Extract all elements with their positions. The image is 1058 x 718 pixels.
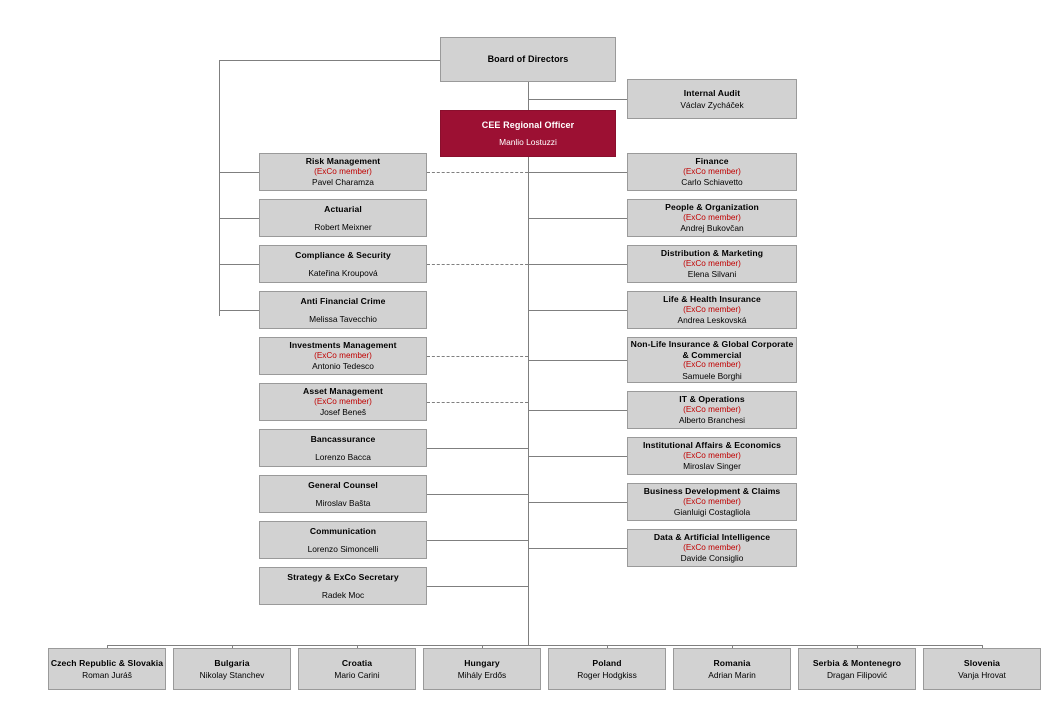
left-unit-9-box-person: Radek Moc [321,589,365,600]
left-unit-4-connector [427,356,528,357]
right-unit-5-connector [528,410,627,411]
right-unit-3-box[interactable] [627,291,797,329]
board-of-directors-box[interactable] [440,37,616,82]
left-unit-3-box-title: Anti Financial Crime [300,296,386,306]
country-6-box-person: Dragan Filipović [826,669,888,680]
country-3-box[interactable] [423,648,541,690]
board-left-branch-horizontal [219,60,440,61]
right-unit-5-box[interactable] [627,391,797,429]
country-7-box-title: Slovenia [963,658,1001,668]
left-unit-4-box[interactable] [259,337,427,375]
left-unit-9-box-title: Strategy & ExCo Secretary [287,572,399,582]
right-unit-6-box[interactable] [627,437,797,475]
right-unit-4-box-exco-label: (ExCo member) [683,360,741,369]
right-unit-8-box-exco-label: (ExCo member) [683,542,741,552]
left-unit-2-dashed-connector [427,264,528,265]
right-unit-0-box[interactable] [627,153,797,191]
left-unit-7-box[interactable] [259,475,427,513]
right-unit-4-box-title: Non-Life Insurance & Global Corporate & Commercial [630,339,794,360]
right-unit-5-box-exco-label: (ExCo member) [683,404,741,414]
left-unit-0-box-person: Pavel Charamza [312,177,374,188]
country-3-box-title: Hungary [464,658,500,668]
country-0-box-title: Czech Republic & Slovakia [50,658,164,668]
left-unit-6-box-person: Lorenzo Bacca [315,451,371,462]
country-1-box[interactable] [173,648,291,690]
left-unit-7-box-person: Miroslav Bašta [315,497,371,508]
right-unit-8-box[interactable] [627,529,797,567]
country-4-box-person: Roger Hodgkiss [577,669,637,680]
right-unit-6-box-exco-label: (ExCo member) [683,450,741,460]
right-unit-0-box-person: Carlo Schiavetto [681,177,743,188]
left-unit-0-dashed-connector [427,172,528,173]
left-unit-0-box[interactable] [259,153,427,191]
left-unit-1-box[interactable] [259,199,427,237]
left-unit-8-box[interactable] [259,521,427,559]
left-unit-2-connector [219,264,259,265]
left-unit-5-box-title: Asset Management [303,386,383,397]
officer-main-vertical [528,157,529,645]
country-bus-horizontal [107,645,982,646]
country-5-box[interactable] [673,648,791,690]
right-unit-2-box-person: Elena Silvani [687,269,737,280]
board-to-internal-audit-horizontal [528,99,627,100]
left-unit-2-box-title: Compliance & Security [295,250,391,260]
right-unit-1-box-person: Andrej Bukovčan [680,223,744,234]
internal-audit-box-person: Václav Zycháček [680,99,744,110]
right-unit-3-connector [528,310,627,311]
right-unit-6-box-person: Miroslav Singer [683,461,741,472]
country-2-box-person: Mario Carini [334,669,380,680]
left-unit-1-connector [219,218,259,219]
left-unit-0-box-exco-label: (ExCo member) [314,166,372,176]
country-6-box[interactable] [798,648,916,690]
right-unit-2-box[interactable] [627,245,797,283]
left-unit-5-connector [427,402,528,403]
right-unit-4-box-person: Samuele Borghi [682,370,742,381]
right-unit-4-connector [528,360,627,361]
left-unit-5-box-person: Josef Beneš [319,407,367,418]
left-unit-3-box[interactable] [259,291,427,329]
right-unit-6-connector [528,456,627,457]
left-unit-9-box[interactable] [259,567,427,605]
board-to-officer-vertical [528,82,529,110]
left-unit-6-box-title: Bancassurance [310,434,376,444]
right-unit-5-box-title: IT & Operations [679,394,745,405]
right-unit-8-box-person: Davide Consiglio [680,553,744,564]
country-0-box[interactable] [48,648,166,690]
right-unit-0-box-title: Finance [695,156,729,167]
left-unit-8-box-title: Communication [309,526,377,536]
country-5-box-title: Romania [713,658,751,668]
country-2-box[interactable] [298,648,416,690]
right-unit-3-box-title: Life & Health Insurance [663,294,761,305]
right-unit-2-connector [528,264,627,265]
right-unit-8-box-title: Data & Artificial Intelligence [653,532,771,543]
country-4-box-title: Poland [592,658,622,668]
country-6-box-title: Serbia & Montenegro [812,658,902,668]
left-unit-7-connector [427,494,528,495]
right-unit-3-box-exco-label: (ExCo member) [683,304,741,314]
left-unit-0-connector [219,172,259,173]
internal-audit-box[interactable] [627,79,797,119]
left-unit-3-box-person: Melissa Tavecchio [309,313,377,324]
right-unit-7-connector [528,502,627,503]
right-unit-1-connector [528,218,627,219]
right-unit-0-box-exco-label: (ExCo member) [683,166,741,176]
right-unit-4-box[interactable] [627,337,797,383]
right-unit-2-box-exco-label: (ExCo member) [683,258,741,268]
left-unit-2-box-person: Kateřina Kroupová [308,267,378,278]
country-0-box-person: Roman Juráš [82,669,132,680]
country-4-box[interactable] [548,648,666,690]
left-unit-4-box-person: Antonio Tedesco [312,361,374,372]
left-unit-6-box[interactable] [259,429,427,467]
right-unit-3-box-person: Andrea Leskovská [677,315,747,326]
left-unit-7-box-title: General Counsel [308,480,378,490]
left-unit-9-connector [427,586,528,587]
country-5-box-person: Adrian Marin [708,669,756,680]
right-unit-1-box-exco-label: (ExCo member) [683,212,741,222]
right-unit-0-connector [528,172,627,173]
left-unit-1-box-title: Actuarial [324,204,362,214]
internal-audit-box-title: Internal Audit [683,88,741,98]
right-unit-8-connector [528,548,627,549]
right-unit-1-box-title: People & Organization [665,202,759,213]
country-7-box[interactable] [923,648,1041,690]
left-unit-8-connector [427,540,528,541]
right-unit-7-box[interactable] [627,483,797,521]
country-1-box-person: Nikolay Stanchev [199,669,265,680]
left-unit-2-box[interactable] [259,245,427,283]
left-unit-4-box-exco-label: (ExCo member) [314,350,372,360]
cee-regional-officer-box-title: CEE Regional Officer [481,119,575,130]
cee-regional-officer-box-person: Manlio Lostuzzi [499,137,557,147]
right-unit-1-box[interactable] [627,199,797,237]
country-2-box-title: Croatia [341,658,373,668]
left-unit-1-box-person: Robert Meixner [314,221,372,232]
cee-regional-officer-box[interactable] [440,110,616,157]
left-unit-4-box-title: Investments Management [289,340,397,351]
left-unit-0-box-title: Risk Management [305,156,381,167]
board-of-directors-box-title: Board of Directors [487,54,569,65]
right-unit-7-box-title: Business Development & Claims [643,486,781,497]
left-unit-8-box-person: Lorenzo Simoncelli [307,543,379,554]
left-unit-6-connector [427,448,528,449]
right-unit-2-box-title: Distribution & Marketing [660,248,764,259]
board-left-branch-vertical [219,60,220,316]
left-unit-3-connector [219,310,259,311]
left-unit-5-box-exco-label: (ExCo member) [314,396,372,406]
country-3-box-person: Mihály Erdős [457,669,507,680]
country-7-box-person: Vanja Hrovat [958,669,1006,680]
right-unit-6-box-title: Institutional Affairs & Economics [642,440,782,451]
right-unit-7-box-exco-label: (ExCo member) [683,496,741,506]
right-unit-5-box-person: Alberto Branchesi [678,415,746,426]
country-1-box-title: Bulgaria [214,658,250,668]
right-unit-7-box-person: Gianluigi Costagliola [673,507,751,518]
left-unit-5-box[interactable] [259,383,427,421]
